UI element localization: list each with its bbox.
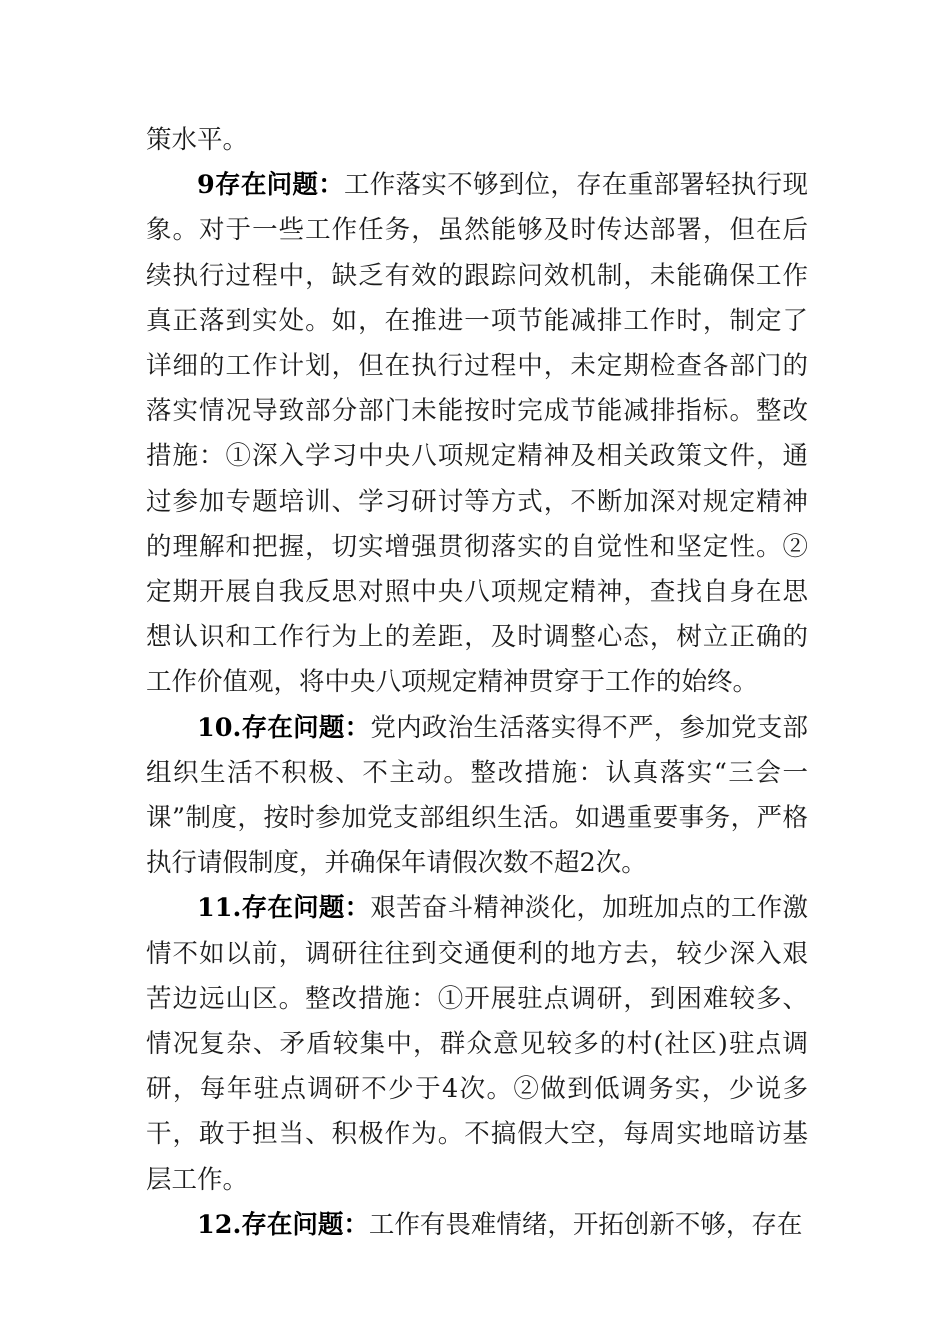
issue-label: 9存在问题：	[197, 170, 344, 201]
paragraph-text: 策水平。	[146, 125, 249, 155]
paragraph-text: 工作落实不够到位，存在重部署轻执行现象。对于一些工作任务，虽然能够及时传达部署，但在后续执行过程中，缺乏有效的跟踪问效机制，未能确保工作真正落到实处。如，在推进一项节能减排工作时，制定了详细的工作计划，但在执行过程中，未定期检查各部门的落实情况导致部分部门未能按时完成节能减排指标。整改措施：①深入学习中央八项规定精神及相关政策文件，通过参加专题培训、学习研讨等方式，不断加深对规定精神的理解和把握，切实增强贯彻落实的自觉性和坚定性。②定期开展自我反思对照中央八项规定精神，查找自身在思想认识和工作行为上的差距，及时调整心态，树立正确的工作价值观，将中央八项规定精神贯穿于工作的始终。	[146, 170, 808, 698]
paragraph-text: 党内政治生活落实得不严，参加党支部组织生活不积极、不主动。整改措施：认真落实“三会一课”制度，按时参加党支部组织生活。如遇重要事务，严格执行请假制度，并确保年请假次数不超2次。	[146, 712, 808, 879]
issue-label: 10.存在问题：	[197, 712, 371, 743]
paragraph-text: 工作有畏难情绪，开拓创新不够，存在	[368, 1209, 803, 1240]
issue-label: 11.存在问题：	[197, 893, 371, 924]
paragraph-issue-9	[146, 163, 808, 705]
paragraph-issue-10	[146, 706, 808, 887]
paragraph-continuation	[146, 118, 808, 163]
paragraph-issue-12	[146, 1203, 808, 1248]
document-body	[146, 118, 808, 1248]
issue-label: 12.存在问题：	[197, 1209, 369, 1240]
paragraph-issue-11	[146, 886, 808, 1202]
paragraph-text: 艰苦奋斗精神淡化，加班加点的工作激情不如以前，调研往往到交通便利的地方去，较少深入艰苦边远山区。整改措施：①开展驻点调研，到困难较多、情况复杂、矛盾较集中，群众意见较多的村(社区)驻点调研，每年驻点调研不少于4次。②做到低调务实，少说多干，敢于担当、积极作为。不搞假大空，每周实地暗访基层工作。	[146, 893, 808, 1195]
